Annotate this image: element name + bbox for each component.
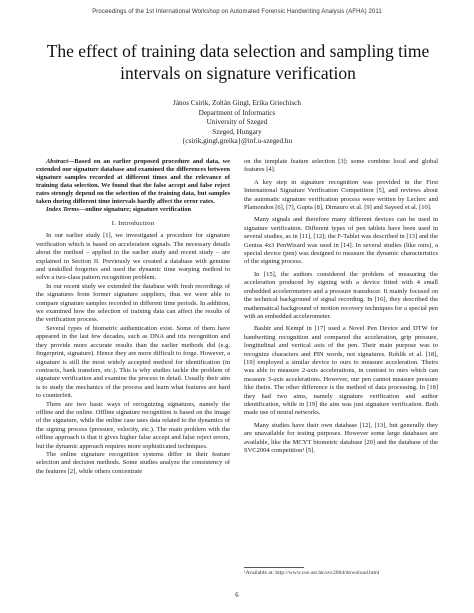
proceedings-header: Proceedings of the 1st International Workshop on Automated Forensic Handwriting Analysis (AFHA) 2011	[92, 9, 382, 15]
author-department: Department of Informatics	[198, 108, 276, 117]
author-city: Szeged, Hungary	[212, 127, 262, 136]
author-university: University of Szeged	[206, 118, 268, 126]
page-number: 6	[235, 592, 239, 599]
left-paragraph: In our recent study we extended the database with fresh recordings of the signatures from former signature suppliers, thus we were able to compare signature samples recorded in different time periods. In addition, we examined how the selection of training data can affect the results of the verification process.	[36, 282, 230, 324]
index-terms-label: Index Terms	[46, 206, 79, 213]
right-paragraph: A key step in signature recognition was provided in the First International Signature Verification Competition [5], and reviews about the automatic signature verification process were written by Leclerc and Plamondon [6], [7], Gupta [8], Dimauro et al. [9] and Sayeed et al. [10].	[244, 178, 438, 212]
left-paragraph: In our earlier study [1], we investigated a procedure for signature verification which is based on acceleration signals. The necessary details about the method – applied in the earlier study and recent study – are explained in Section II. Previously we created a database with genuine and unskilled forgeries and used the dynamic time warping method to solve a two-class pattern recognition problem.	[36, 232, 230, 282]
paper-title: The effect of training data selection and sampling time intervals on signature verification	[46, 41, 430, 83]
right-paragraph: In [15], the authors considered the problem of measuring the acceleration produced by signing with a device fitted with 4 small embedded accelerometers and a pressure transducer. It mainly focused on the technical background of signal recording. In [16], they described the mathematical background of motion recovery techniques for a special pen with an embedded accelerometer.	[244, 270, 438, 320]
left-paragraph: Several types of biometric authentication exist. Some of them have appeared in the last few decades, such as DNA and iris recognition and they provide more accurate results than the earlier methods did (e.g. fingerprint, signature). Hence they are more difficult to forge. However, a signature is still the most widely accepted method for identification (in contracts, bank transfers, etc.). This is why studies tackle the problem of signature verification and examine the process in detail. Usually their aim is to study the mechanics of the process and learn what features are hard to counterfeit.	[36, 324, 230, 400]
right-paragraph: Bashir and Kempf in [17] used a Novel Pen Device and DTW for handwriting recognition and compared the acceleration, grip pressure, longitudinal and vertical axis of the pen. Their main purpose was to recognize characters and PIN words, not signatures. Rohlik et al. [18], [19] employed a similar device to ours to measure acceleration. Theirs was able to measure 2-axis accelerations, in contrast to ours which can measure 3-axis accelerations. However, our pen cannot measure pressure like theirs. The other difference is the method of data processing. In [18] they had two aims, namely signature verification and author identification, while in [19] the aim was just signature verification. Both made use of neural networks.	[244, 325, 438, 417]
left-paragraph: The online signature recognition systems differ in their feature selection and decision methods. Some studies analyze the consistency of the features [2], while others concentrate	[36, 450, 230, 475]
author-names: János Csirik, Zoltán Gingl, Erika Griechisch	[173, 99, 301, 107]
right-column	[244, 158, 438, 455]
index-terms-text: —online signature; signature verification	[78, 206, 192, 213]
abstract-label: Abstract	[46, 158, 69, 165]
left-paragraph: There are two basic ways of recognizing signatures, namely the offline and the online. Offline signature recognition is based on the image of the signature, while the online case uses data related to the dynamics of the signing process (pressure, velocity, etc.). The main problem with the offline approach is that it gives higher false accept and false reject errors, but the dynamic approach requires more sophisticated techniques.	[36, 400, 230, 450]
right-paragraph: on the template feature selection [3]; some combine local and global features [4].	[244, 158, 438, 174]
author-block	[0, 99, 474, 147]
author-email: {csirik,gingl,greika}@inf.u-szeged.hu	[181, 137, 293, 145]
abstract-text: —Based on an earlier proposed procedure and data, we extended our signature database and examined the differences between signature samples recorded at different times and the relevance of training data selection. We found that the false accept and false reject rates strongly depend on the selection of the training data, but samples taken during different time intervals hardly affect the error rates.	[36, 158, 230, 205]
index-terms	[36, 206, 230, 214]
footnote: ¹Available at: http://www.cse.ust.hk/svc2004/download.html	[244, 570, 380, 576]
footnote-divider	[244, 567, 304, 568]
right-paragraph: Many signals and therefore many different devices can be used in signature verification. Different types of pen tablets have been used in several studies, as in [11], [12]; the F-Tablet was described in [13] and the Genius 4x3 PenWizard was used in [14]. In several studies (like ours), a special device (pen) was designed to measure the dynamic characteristics of the signing process.	[244, 216, 438, 266]
left-column	[36, 158, 230, 476]
section-heading-introduction: I. Introduction	[111, 220, 155, 227]
abstract	[36, 158, 230, 206]
right-paragraph: Many studies have their own database [12], [13], but generally they are unavailable for testing purposes. However some large databases are available, like the MCYT biometric database [20] and the database of the SVC2004 competition¹ [5].	[244, 421, 438, 454]
